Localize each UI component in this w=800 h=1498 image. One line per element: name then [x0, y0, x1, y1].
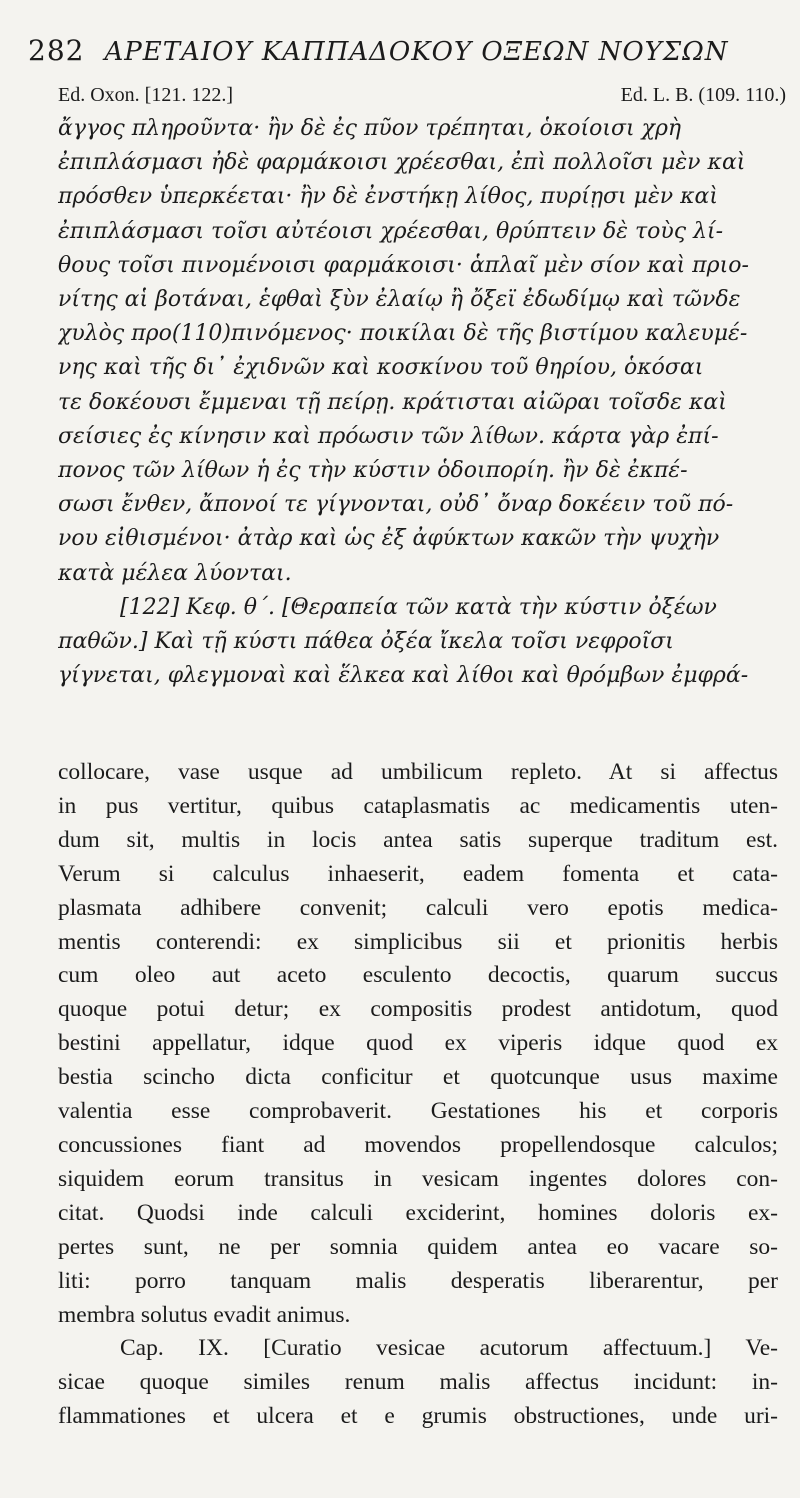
latin-line: collocare, vase usque ad umbilicum repleto. At si affectus — [58, 759, 778, 785]
latin-line: sicae quoque similes renum malis affectus incidunt: in- — [58, 1369, 778, 1396]
greek-line: θους τοῖσι πινομένοισι φαρμάκοισι· ἁπλαῖ μὲν σίον καὶ πριο- — [58, 252, 749, 278]
latin-line: cum oleo aut aceto esculento decoctis, quarum succus — [58, 962, 778, 989]
latin-line: plasmata adhibere convenit; calculi vero epotis medica- — [58, 894, 778, 921]
running-head: ΑΡΕΤΑΙΟΥ ΚΑΠΠΑΔΟΚΟΥ ΟΞΕΩΝ ΝΟΥΣΩΝ — [104, 37, 729, 67]
latin-chapter-heading-line: Cap. IX. [Curatio vesicae acutorum affectuum.] Ve- — [120, 1335, 778, 1362]
greek-line: ἐπιπλάσμασι ἠδὲ φαρμάκοισι χρέεσθαι, ἐπὶ πολλοῖσι μὲν καὶ — [58, 150, 746, 176]
edition-reference-right: Ed. L. B. (109. 110.) — [620, 84, 786, 106]
greek-text-block — [58, 112, 770, 693]
greek-line: πρόσθεν ὑπερκέεται· ἢν δὲ ἐνστήκῃ λίθος, πυρίῃσι μὲν καὶ — [58, 184, 719, 210]
latin-line: citat. Quodsi inde calculi exciderint, homines doloris ex- — [58, 1199, 778, 1226]
greek-chapter-heading-line: [122] Κεφ. θ΄. [Θεραπεία τῶν κατὰ τὴν κύστιν ὀξέων — [120, 594, 717, 620]
latin-line: dum sit, multis in locis antea satis superque traditum est. — [58, 826, 778, 853]
greek-line: ἄγγος πληροῦντα· ἢν δὲ ἐς πῦον τρέπηται, ὁκοίοισι χρὴ — [58, 116, 682, 141]
latin-line: membra solutus evadit animus. — [58, 1301, 351, 1328]
page-header — [28, 34, 768, 74]
greek-line: τε δοκέουσι ἔμμεναι τῇ πείρῃ. κράτισται αἰῶραι τοῖσδε καὶ — [58, 389, 727, 415]
latin-line: flammationes et ulcera et e grumis obstructiones, unde uri- — [58, 1403, 778, 1430]
latin-line: valentia esse comprobaverit. Gestationes his et corporis — [58, 1098, 778, 1125]
page-number: 282 — [28, 34, 85, 67]
edition-reference-left: Ed. Oxon. [121. 122.] — [58, 84, 233, 106]
latin-line: bestini appellatur, idque quod ex viperis idque quod ex — [58, 1030, 778, 1057]
latin-line: concussiones fiant ad movendos propellendosque calculos; — [58, 1131, 778, 1158]
greek-line: παθῶν.] Καὶ τῇ κύστι πάθεα ὀξέα ἴκελα τοῖσι νεφροῖσι — [58, 629, 674, 655]
greek-line: πονος τῶν λίθων ἡ ἐς τὴν κύστιν ὁδοιπορίη. ἢν δὲ ἐκπέ- — [58, 458, 688, 484]
greek-line: νίτης αἱ βοτάναι, ἑφθαὶ ξὺν ἐλαίῳ ἢ ὄξεϊ ἐδωδίμῳ καὶ τῶνδε — [58, 287, 741, 313]
latin-line: siquidem eorum transitus in vesicam ingentes dolores con- — [58, 1165, 778, 1192]
greek-line: νης καὶ τῆς δι᾽ ἐχιδνῶν καὶ κοσκίνου τοῦ θηρίου, ὁκόσαι — [58, 355, 704, 381]
greek-line: χυλὸς προ(110)πινόμενος· ποικίλαι δὲ τῆς βιστίμου καλευμέ- — [58, 321, 748, 347]
latin-line: bestia scincho dicta conficitur et quotcunque usus maxime — [58, 1064, 778, 1091]
edition-reference-row — [58, 84, 786, 107]
greek-line: νου εἰθισμένοι· ἀτὰρ καὶ ὡς ἐξ ἀφύκτων κακῶν τὴν ψυχὴν — [58, 526, 720, 552]
greek-line: σωσι ἔνθεν, ἄπονοί τε γίγνονται, οὐδ᾽ ὄναρ δοκέειν τοῦ πό- — [58, 492, 734, 518]
greek-line: κατὰ μέλεα λύονται. — [58, 560, 292, 586]
greek-line: σείσιες ἐς κίνησιν καὶ πρόωσιν τῶν λίθων. κάρτα γὰρ ἐπί- — [58, 423, 719, 449]
latin-line: in pus vertitur, quibus cataplasmatis ac medicamentis uten- — [58, 792, 778, 819]
latin-line: quoque potui detur; ex compositis prodest antidotum, quod — [58, 996, 778, 1023]
latin-line: mentis conterendi: ex simplicibus sii et prionitis herbis — [58, 928, 778, 955]
latin-text-block — [58, 756, 778, 1434]
latin-line: liti: porro tanquam malis desperatis liberarentur, per — [58, 1267, 778, 1294]
latin-line: Verum si calculus inhaeserit, eadem fomenta et cata- — [58, 860, 778, 887]
greek-line: γίγνεται, φλεγμοναὶ καὶ ἕλκεα καὶ λίθοι καὶ θρόμβων ἐμφρά- — [58, 663, 749, 689]
greek-line: ἐπιπλάσμασι τοῖσι αὐτέοισι χρέεσθαι, θρύπτειν δὲ τοὺς λί- — [58, 218, 724, 244]
latin-line: pertes sunt, ne per somnia quidem antea eo vacare so- — [58, 1233, 778, 1260]
